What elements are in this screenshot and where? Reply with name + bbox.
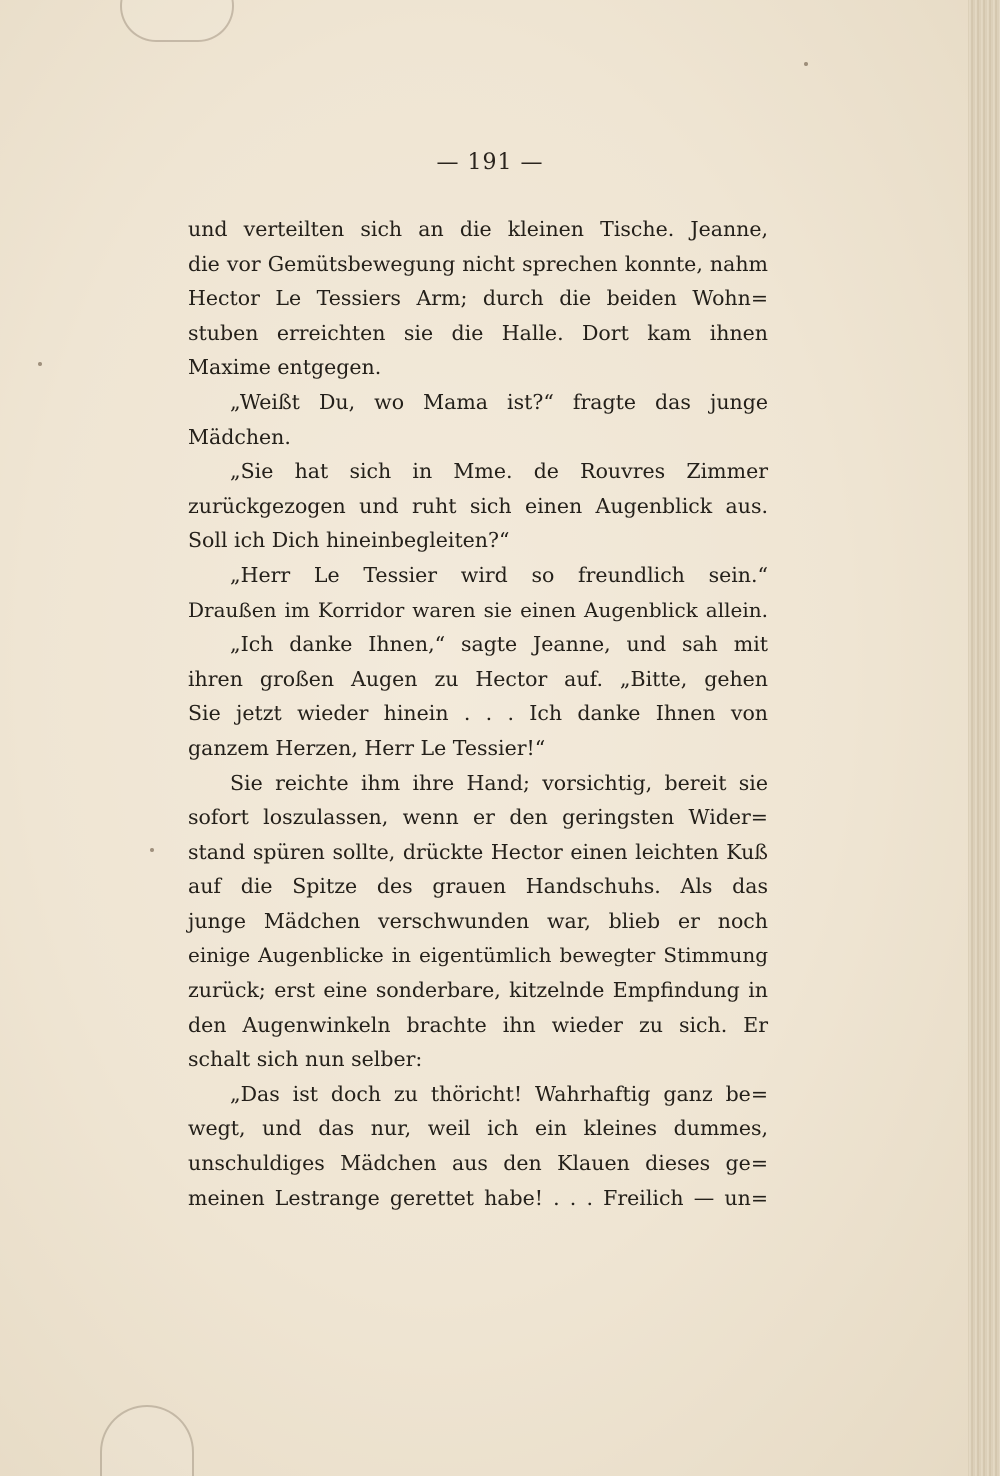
text-line: Mädchen.: [188, 424, 291, 449]
paper-speck: [38, 362, 42, 366]
text-line: Hector Le Tessiers Arm; durch die beiden Wohn=: [188, 286, 768, 311]
text-line: den Augenwinkeln brachte ihn wieder zu sich. Er: [188, 1012, 768, 1037]
text-line: sofort loszulassen, wenn er den geringsten Wider=: [188, 805, 768, 830]
text-line: junge Mädchen verschwunden war, blieb er noch: [188, 908, 768, 933]
text-line: stuben erreichten sie die Halle. Dort kam ihnen: [188, 320, 768, 345]
text-line: Draußen im Korridor waren sie einen Augenblick allein.: [188, 597, 768, 622]
text-line: Sie jetzt wieder hinein . . . Ich danke Ihnen von: [188, 701, 768, 726]
text-line: Sie reichte ihm ihre Hand; vorsichtig, bereit sie: [230, 770, 768, 795]
text-line: schalt sich nun selber:: [188, 1047, 423, 1072]
text-line: und verteilten sich an die kleinen Tische. Jeanne,: [188, 217, 768, 241]
text-line: „Weißt Du, wo Mama ist?“ fragte das junge: [230, 389, 768, 414]
text-line: meinen Lestrange gerettet habe! . . . Freilich — un=: [188, 1185, 768, 1210]
text-line: „Das ist doch zu thöricht! Wahrhaftig ganz be=: [230, 1081, 768, 1106]
text-line: zurück; erst eine sonderbare, kitzelnde Empfindung in: [188, 978, 768, 1003]
text-line: Maxime entgegen.: [188, 355, 382, 380]
paper-speck: [150, 848, 154, 852]
text-line: „Sie hat sich in Mme. de Rouvres Zimmer: [230, 459, 768, 484]
text-line: einige Augenblicke in eigentümlich bewegter Stimmung: [188, 943, 768, 968]
text-line: auf die Spitze des grauen Handschuhs. Als das: [188, 874, 768, 899]
paper-speck: [804, 62, 808, 66]
text-line: die vor Gemütsbewegung nicht sprechen konnte, nahm: [188, 251, 768, 276]
text-line: wegt, und das nur, weil ich ein kleines dummes,: [188, 1116, 768, 1141]
text-line: unschuldiges Mädchen aus den Klauen dieses ge=: [188, 1151, 768, 1176]
page-stack-edge: [968, 0, 1000, 1476]
text-line: zurückgezogen und ruht sich einen Augenblick aus.: [188, 493, 768, 518]
page-number: — 191 —: [436, 150, 544, 175]
text-line: ganzem Herzen, Herr Le Tessier!“: [188, 735, 546, 760]
text-line: stand spüren sollte, drückte Hector einen leichten Kuß: [188, 839, 768, 864]
text-line: Soll ich Dich hineinbegleiten?“: [188, 528, 510, 553]
body-text: [188, 212, 768, 1215]
text-line: ihren großen Augen zu Hector auf. „Bitte, gehen: [188, 666, 768, 691]
paper-clip-mark-bottom: [100, 1405, 194, 1476]
text-line: „Herr Le Tessier wird so freundlich sein.“: [230, 562, 768, 587]
text-line: „Ich danke Ihnen,“ sagte Jeanne, und sah mit: [230, 632, 768, 657]
paper-clip-mark-top: [120, 0, 234, 42]
